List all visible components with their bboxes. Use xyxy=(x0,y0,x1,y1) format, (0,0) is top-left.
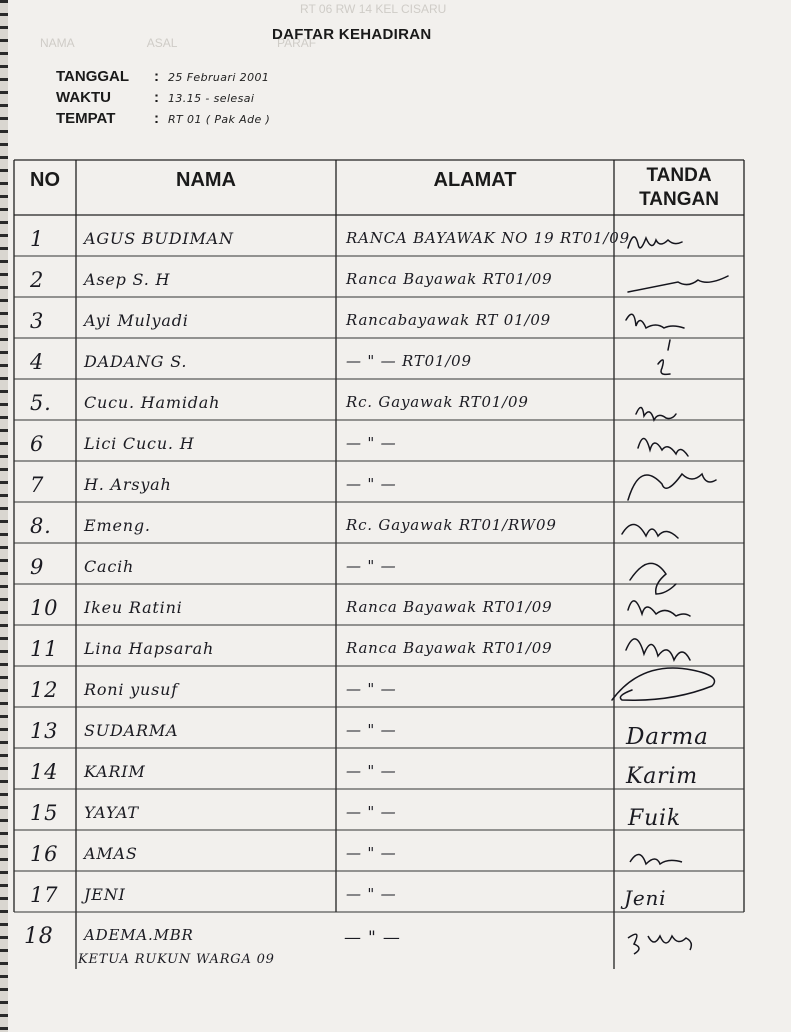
waktu-value: 13.15 - selesai xyxy=(168,92,255,105)
bleed-through: NAMA ASAL PARAF xyxy=(40,36,317,50)
tempat-label: TEMPAT xyxy=(56,110,116,127)
row-12-no: 12 xyxy=(30,678,59,702)
tempat-value: RT 01 ( Pak Ade ) xyxy=(168,113,271,126)
row-13-no: 13 xyxy=(30,719,59,743)
header-tanda: TANDA xyxy=(646,165,712,186)
row-2-no: 2 xyxy=(30,268,45,292)
row-8-alamat: Rc. Gayawak RT01/RW09 xyxy=(346,516,557,534)
row-18-nama: ADEMA.MBR xyxy=(84,926,194,944)
row-3-nama: Ayi Mulyadi xyxy=(84,311,189,330)
row-16-alamat: — " — xyxy=(346,844,397,862)
row-6-nama: Lici Cucu. H xyxy=(84,434,195,453)
row-3-no: 3 xyxy=(30,309,45,333)
row-17-alamat: — " — xyxy=(346,885,397,903)
header-alamat: ALAMAT xyxy=(433,169,517,191)
row-18-alamat: — " — xyxy=(344,928,401,948)
row-9-no: 9 xyxy=(30,555,45,579)
row-11-no: 11 xyxy=(30,637,59,661)
signature-13: Darma xyxy=(626,724,709,750)
signature-15: Fuik xyxy=(628,806,682,831)
row-14-no: 14 xyxy=(30,760,59,784)
bleed-through: RT 06 RW 14 KEL CISARU xyxy=(300,2,447,16)
row-6-no: 6 xyxy=(30,432,45,456)
row-17-nama: JENI xyxy=(84,885,126,904)
row-6-alamat: — " — xyxy=(346,434,397,452)
header-tangan: TANGAN xyxy=(639,189,719,210)
row-18-jabatan: KETUA RUKUN WARGA 09 xyxy=(78,952,275,967)
row-1-alamat: RANCA BAYAWAK NO 19 RT01/09 xyxy=(346,229,630,247)
row-5-alamat: Rc. Gayawak RT01/09 xyxy=(346,393,529,411)
row-10-no: 10 xyxy=(30,596,59,620)
row-2-nama: Asep S. H xyxy=(84,270,171,289)
meta-row-waktu: WAKTU : 13.15 - selesai xyxy=(56,89,255,106)
row-10-nama: Ikeu Ratini xyxy=(84,598,183,617)
row-8-no: 8. xyxy=(30,514,52,538)
row-13-nama: SUDARMA xyxy=(84,721,179,740)
row-12-nama: Roni yusuf xyxy=(84,680,178,699)
row-7-nama: H. Arsyah xyxy=(84,475,172,494)
row-3-alamat: Rancabayawak RT 01/09 xyxy=(346,311,552,329)
row-13-alamat: — " — xyxy=(346,721,397,739)
tanggal-value: 25 Februari 2001 xyxy=(168,71,270,84)
row-5-nama: Cucu. Hamidah xyxy=(84,393,221,412)
header-nama: NAMA xyxy=(176,169,236,191)
row-10-alamat: Ranca Bayawak RT01/09 xyxy=(346,598,553,616)
row-9-nama: Cacih xyxy=(84,557,135,576)
row-1-nama: AGUS BUDIMAN xyxy=(84,229,234,248)
row-4-alamat: — " — RT01/09 xyxy=(346,352,472,370)
row-1-no: 1 xyxy=(30,227,45,251)
row-7-no: 7 xyxy=(30,473,45,497)
row-15-alamat: — " — xyxy=(346,803,397,821)
row-16-no: 16 xyxy=(30,842,59,866)
row-9-alamat: — " — xyxy=(346,557,397,575)
row-2-alamat: Ranca Bayawak RT01/09 xyxy=(346,270,553,288)
row-11-alamat: Ranca Bayawak RT01/09 xyxy=(346,639,553,657)
row-5-no: 5. xyxy=(30,391,52,415)
row-14-nama: KARIM xyxy=(84,762,146,781)
document-title: DAFTAR KEHADIRAN xyxy=(272,26,432,43)
row-18-no: 18 xyxy=(24,924,54,949)
meta-row-tanggal: TANGGAL : 25 Februari 2001 xyxy=(56,68,270,85)
signature-14: Karim xyxy=(626,764,698,789)
row-11-nama: Lina Hapsarah xyxy=(84,639,215,658)
meta-row-tempat: TEMPAT : RT 01 ( Pak Ade ) xyxy=(56,110,271,127)
tanggal-label: TANGGAL xyxy=(56,68,130,85)
row-14-alamat: — " — xyxy=(346,762,397,780)
row-15-nama: YAYAT xyxy=(84,803,139,822)
header-no: NO xyxy=(30,169,60,191)
row-12-alamat: — " — xyxy=(346,680,397,698)
waktu-label: WAKTU xyxy=(56,89,111,106)
row-15-no: 15 xyxy=(30,801,59,825)
signature-17: Jeni xyxy=(624,886,667,910)
row-17-no: 17 xyxy=(30,883,59,907)
row-8-nama: Emeng. xyxy=(84,516,151,535)
row-16-nama: AMAS xyxy=(84,844,138,863)
row-7-alamat: — " — xyxy=(346,475,397,493)
row-4-nama: DADANG S. xyxy=(84,352,188,371)
row-4-no: 4 xyxy=(30,350,45,374)
